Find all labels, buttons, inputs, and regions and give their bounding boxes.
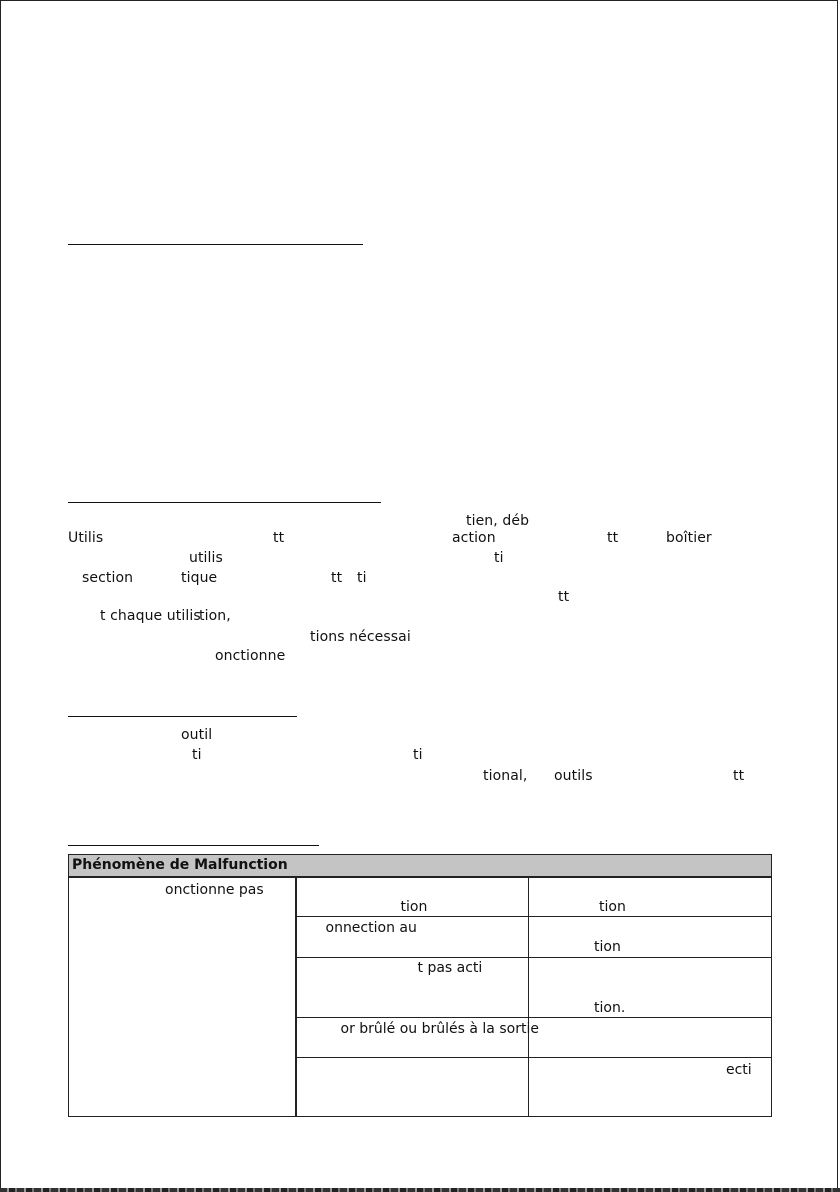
cause-cell (296, 917, 529, 957)
cause-cell (296, 1018, 539, 1058)
section-heading-rule-3 (68, 716, 297, 717)
text-fragment: tt (558, 589, 570, 605)
table-header: Phénomène de Malfunction (69, 855, 772, 878)
text-fragment: utilis (189, 550, 223, 566)
text-fragment: action (452, 530, 496, 546)
solution-cell (529, 1058, 772, 1117)
solution-text: ecti (726, 1062, 752, 1079)
solution-cell (529, 1018, 772, 1058)
text-fragment: ti (494, 550, 504, 566)
solution-cell (529, 877, 772, 917)
section-heading-rule-2 (68, 502, 381, 503)
text-fragment: Utilis (68, 530, 104, 546)
solution-cell (529, 917, 772, 957)
text-fragment: boîtier (666, 530, 712, 546)
solution-text: tion. (594, 999, 626, 1016)
text-fragment: tions nécessai (310, 629, 411, 645)
solution-cell (529, 957, 772, 1018)
problem-text: onctionne pas (165, 882, 264, 898)
text-fragment: ti (357, 570, 367, 586)
page-bottom-edge (0, 1188, 840, 1192)
text-fragment: tion, (199, 608, 231, 624)
cause-text: onnection au (325, 920, 417, 937)
cause-cell (296, 877, 529, 917)
text-fragment: outil (181, 727, 213, 743)
table-row (69, 877, 772, 917)
text-fragment: onctionne (215, 648, 286, 664)
text-fragment: tt (607, 530, 619, 546)
text-fragment: section (82, 570, 134, 586)
problem-cell (69, 877, 296, 1117)
section-heading-rule-1 (68, 244, 363, 245)
text-fragment: tt (331, 570, 343, 586)
cause-cell (296, 957, 529, 1018)
text-fragment: ti (413, 747, 423, 763)
solution-text: tion (594, 939, 621, 956)
solution-text: tion (599, 899, 626, 915)
text-fragment: ti (192, 747, 202, 763)
table-header-row (69, 855, 772, 878)
cause-cell (296, 1058, 529, 1117)
malfunction-table (68, 854, 772, 1117)
text-fragment: tique (181, 570, 218, 586)
cause-text: t pas acti (417, 959, 483, 976)
text-fragment: t chaque utilis (100, 608, 201, 624)
text-fragment: tt (733, 768, 745, 784)
text-fragment: tien, déb (466, 513, 530, 529)
text-fragment: tional, (483, 768, 528, 784)
cause-text: or brûlé ou brûlés à la sortie (340, 1021, 539, 1038)
section-heading-rule-4 (68, 845, 319, 846)
cause-text: tion (400, 899, 428, 915)
text-fragment: tt (273, 530, 285, 546)
text-fragment: outils (554, 768, 593, 784)
